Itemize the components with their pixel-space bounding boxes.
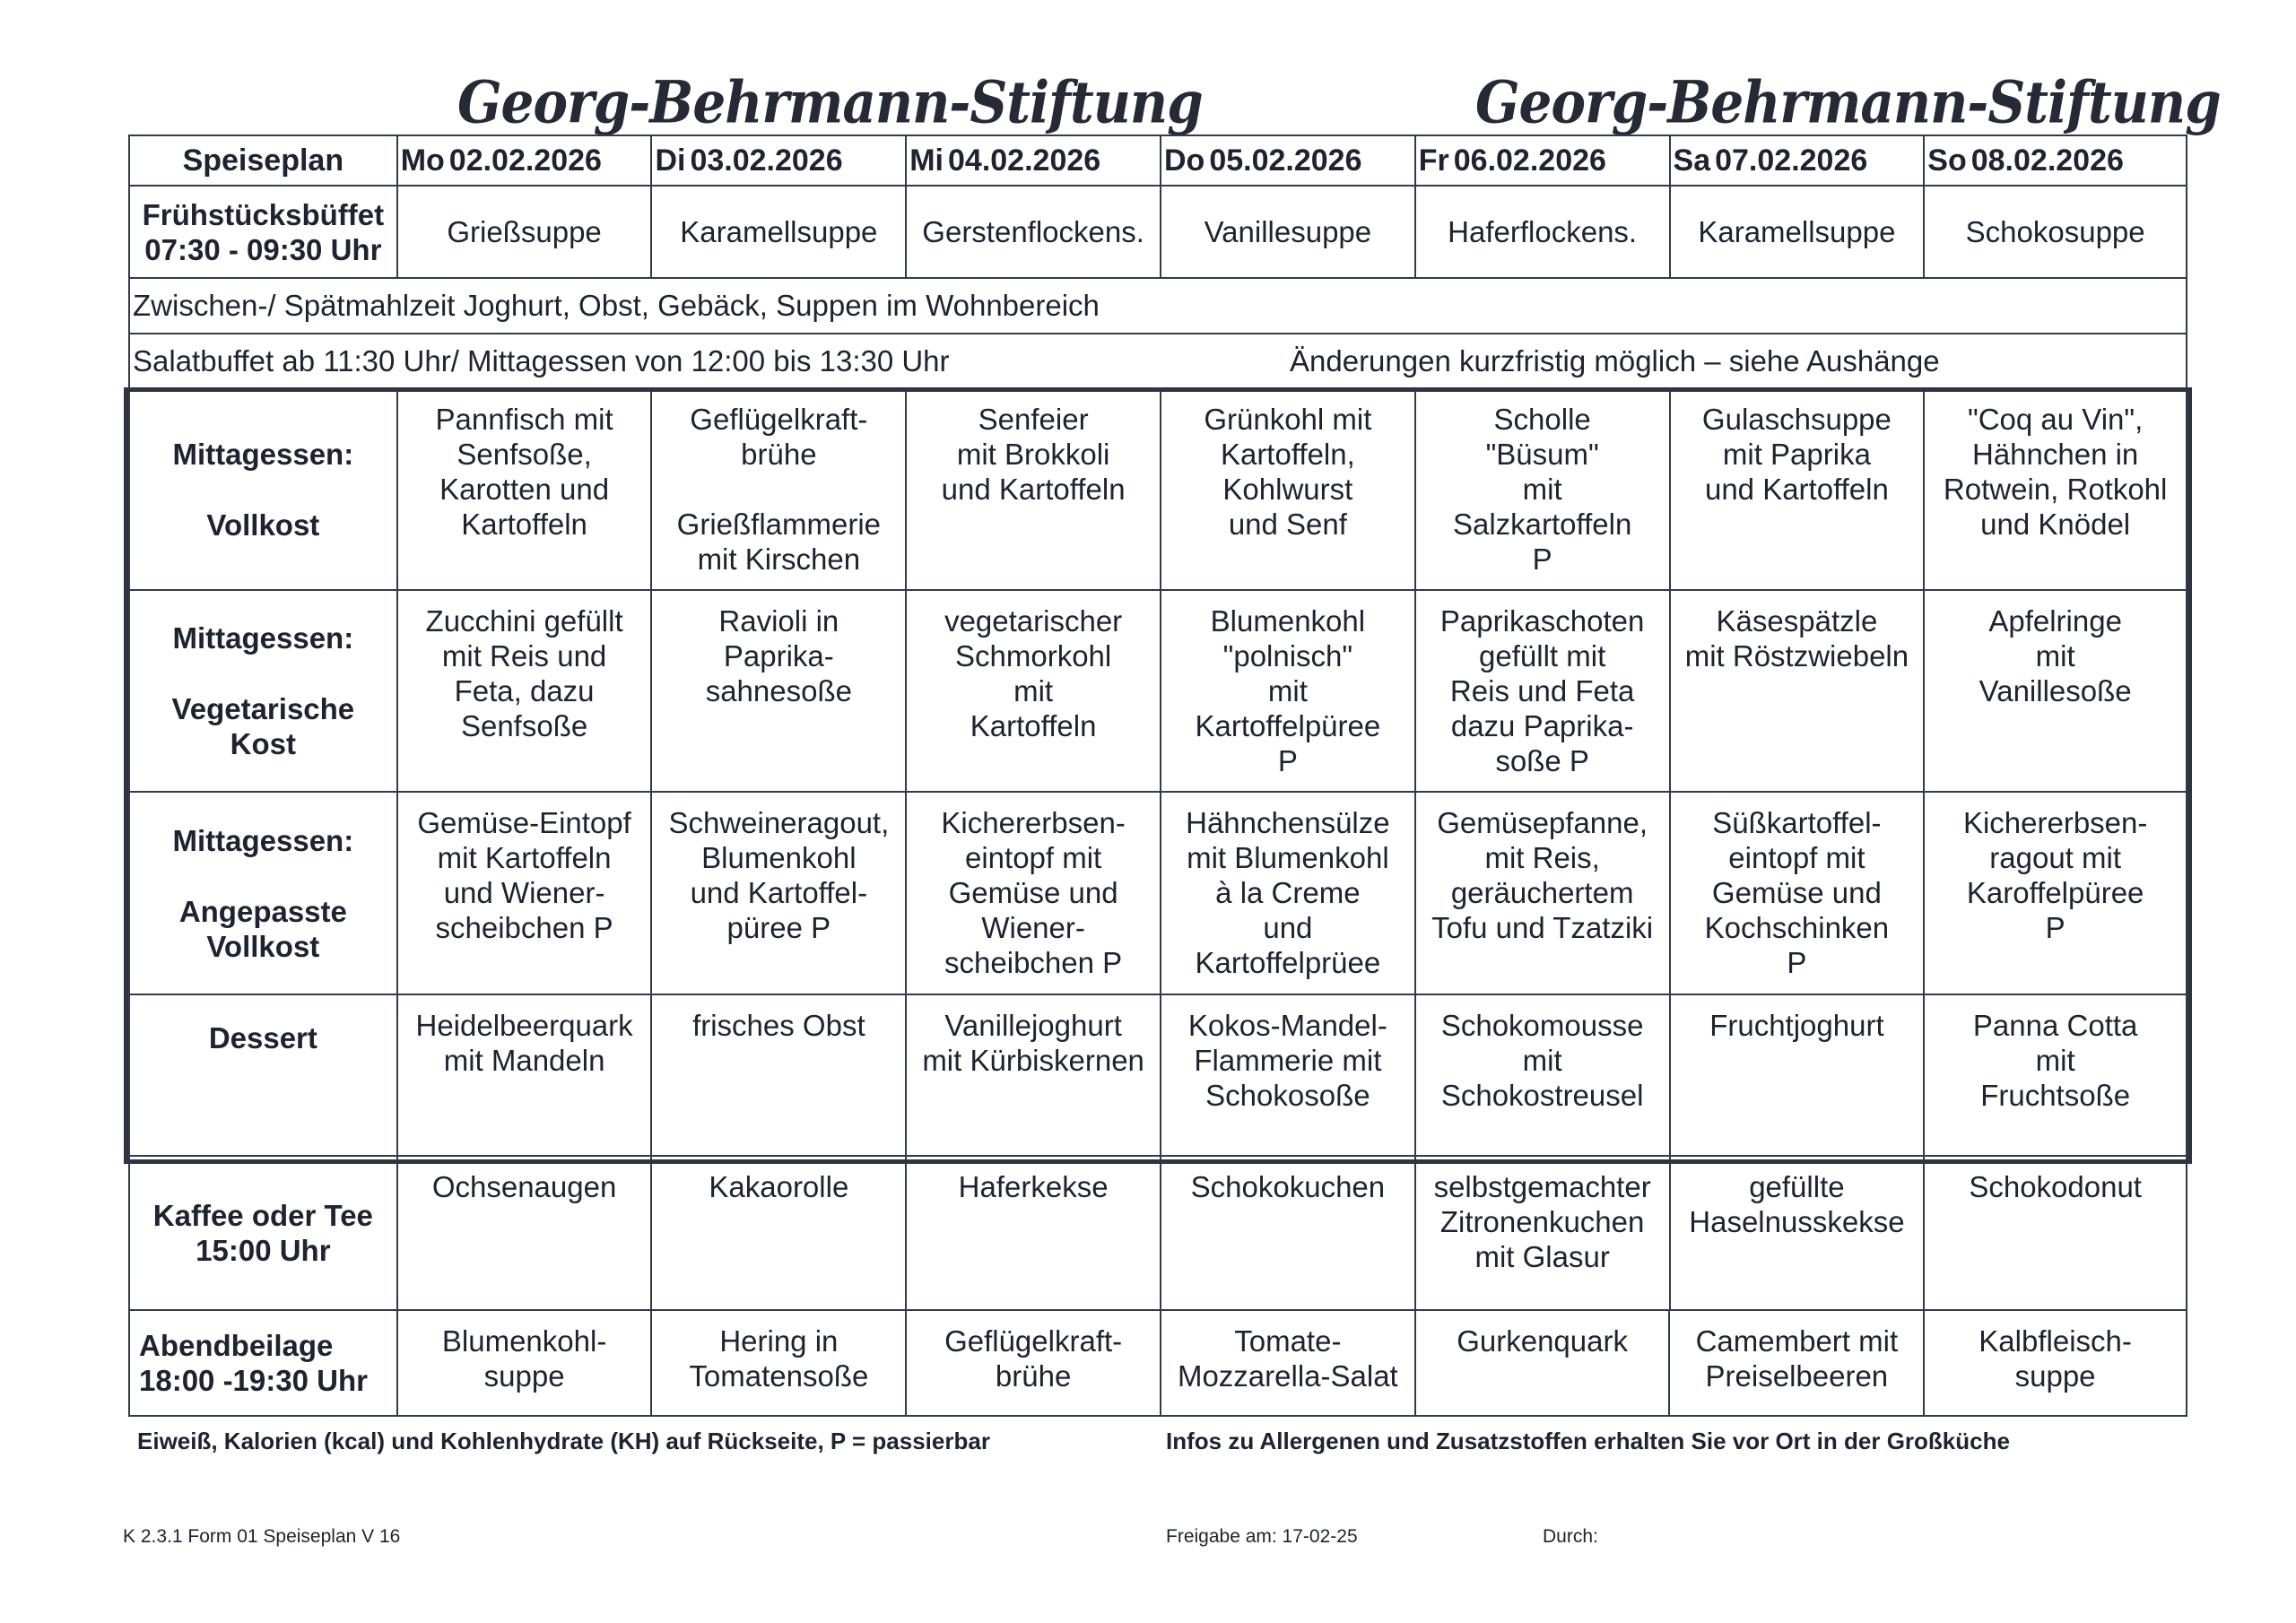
row-label-top: Mittagessen: — [172, 621, 354, 655]
dessert-label — [130, 995, 398, 1155]
menu-line: Kokos-Mandel- — [1187, 1009, 1387, 1042]
snack-row — [128, 279, 2187, 334]
menu-line: Blumenkohl — [701, 841, 857, 874]
lunch-info-row — [128, 334, 2187, 389]
day-header — [1161, 136, 1416, 185]
menu-cell-text — [417, 805, 631, 945]
menu-line: mit Reis und — [441, 639, 607, 673]
row-label-bottom: Vollkost — [206, 508, 320, 542]
menu-cell-text — [1188, 1008, 1387, 1113]
menu-line: Gemüse-Eintopf — [417, 806, 631, 839]
menu-line: selbstgemachter — [1433, 1170, 1651, 1203]
menu-cell-text — [1453, 402, 1631, 577]
menu-cell — [1416, 793, 1671, 994]
row-label: Dessert — [208, 1021, 317, 1055]
menu-line: vegetarischer — [944, 604, 1123, 638]
menu-cell-text — [1973, 1008, 2137, 1113]
menu-cell: Schokosuppe — [1965, 215, 2145, 248]
menu-line: Ochsenaugen — [431, 1170, 617, 1203]
menu-line: Pannfisch mit — [435, 403, 613, 436]
menu-cell-text — [689, 1324, 868, 1393]
menu-cell-text — [1196, 603, 1381, 778]
menu-line: Fruchtjoghurt — [1709, 1009, 1884, 1042]
menu-line: Schokostreusel — [1440, 1079, 1644, 1112]
menu-line: P — [1277, 744, 1298, 777]
menu-cell-text — [1186, 805, 1390, 980]
menu-cell-text — [709, 1169, 848, 1204]
menu-line: mit — [1522, 1044, 1562, 1077]
menu-line: Gemüsepfanne, — [1437, 806, 1648, 839]
day-date: 06.02.2026 — [1453, 143, 1606, 178]
menu-line: mit Röstzwiebeln — [1684, 639, 1909, 673]
menu-line: P — [1532, 542, 1552, 576]
day-date: 02.02.2026 — [448, 143, 602, 178]
menu-cell — [1671, 389, 1926, 589]
menu-cell — [1416, 389, 1671, 589]
menu-line: Hähnchensülze — [1186, 806, 1390, 839]
menu-cell-text — [1963, 805, 2147, 945]
menu-line: gefüllt mit — [1479, 639, 1606, 673]
menu-line — [677, 472, 881, 507]
menu-line: suppe — [483, 1359, 565, 1393]
menu-line: "Büsum" — [1485, 438, 1599, 471]
menu-line: Salzkartoffeln — [1452, 508, 1632, 541]
menu-line: Schokodonut — [1969, 1170, 2142, 1203]
menu-cell — [1161, 1311, 1416, 1415]
menu-line: und Kartoffel- — [690, 876, 868, 909]
vollkost-row — [128, 389, 2187, 591]
menu-line: Gulaschsuppe — [1701, 403, 1892, 436]
menu-cell — [1161, 1157, 1416, 1309]
menu-cell-text — [1441, 1008, 1644, 1113]
menu-cell — [398, 389, 653, 589]
menu-line: Hähnchen in — [1971, 438, 2139, 471]
menu-line: Tomate- — [1234, 1324, 1342, 1358]
menu-cell — [1671, 995, 1926, 1155]
menu-cell — [652, 591, 907, 791]
menu-cell-text — [442, 1324, 606, 1393]
menu-line: Kartoffeln — [970, 709, 1097, 742]
menu-cell: Vanillesuppe — [1161, 187, 1416, 277]
menu-cell — [398, 793, 653, 994]
row-label-bottom: Vegetarische Kost — [171, 692, 355, 760]
menu-line: Süßkartoffel- — [1712, 806, 1882, 839]
menu-line: mit — [1522, 473, 1562, 506]
menu-line: Grünkohl mit — [1204, 403, 1372, 436]
menu-line: eintopf mit — [964, 841, 1102, 874]
menu-cell — [398, 1311, 653, 1415]
menu-cell-text — [1944, 402, 2167, 542]
menu-line: Grießflammerie — [676, 508, 882, 541]
menu-cell — [1416, 1311, 1671, 1415]
menu-line: Gemüse und — [1711, 876, 1882, 909]
menu-line: Fruchtsoße — [1980, 1079, 2131, 1112]
day-abbr: Mi — [909, 143, 944, 178]
menu-cell-text — [959, 1169, 1109, 1204]
menu-cell-text — [1204, 402, 1371, 542]
menu-cell-text — [1979, 1324, 2132, 1393]
menu-line: Tofu und Tzatziki — [1431, 911, 1654, 944]
menu-cell — [398, 995, 653, 1155]
coffee-row — [128, 1157, 2187, 1311]
release-date: Freigabe am: 17-02-25 — [1166, 1526, 1358, 1547]
menu-line: Schmorkohl — [955, 639, 1112, 673]
menu-cell — [652, 995, 907, 1155]
menu-cell — [1670, 1311, 1925, 1415]
menu-line: Haferkekse — [958, 1170, 1109, 1203]
menu-cell: Grießsuppe — [398, 187, 653, 277]
menu-line: und Knödel — [1980, 508, 2131, 541]
menu-line: Reis und Feta — [1449, 674, 1635, 707]
menu-line: Vanillesoße — [1979, 674, 2132, 707]
nutrition-note: Eiweiß, Kalorien (kcal) und Kohlenhydrate (KH) auf Rückseite, P = passierbar — [137, 1428, 990, 1454]
menu-line: Heidelbeerquark — [415, 1009, 633, 1042]
menu-line: Kartoffeln, — [1220, 438, 1355, 471]
menu-cell-text — [1979, 603, 2132, 708]
menu-line: "polnisch" — [1222, 639, 1353, 673]
menu-cell — [907, 793, 1161, 994]
row-label-top: Mittagessen: — [172, 437, 354, 471]
menu-line: Senfsoße — [460, 709, 588, 742]
menu-line: Paprika- — [723, 639, 834, 673]
menu-cell — [907, 1157, 1161, 1309]
menu-line: mit Paprika — [1722, 438, 1871, 471]
row-label-bottom: Angepasste Vollkost — [178, 894, 347, 963]
menu-cell — [1416, 1157, 1671, 1309]
menu-cell — [1925, 389, 2186, 589]
menu-line: Kartoffelprüee — [1195, 946, 1381, 979]
menu-line: mit Reis, — [1484, 841, 1600, 874]
menu-cell-text — [941, 805, 1125, 980]
menu-cell — [907, 1311, 1161, 1415]
breakfast-title: Frühstücksbüffet — [142, 197, 385, 231]
menu-line: Paprikaschoten — [1439, 604, 1645, 638]
brand-logo-left: Georg-Behrmann-Stiftung — [457, 67, 1203, 137]
menu-line: soße P — [1495, 744, 1589, 777]
menu-line: Flammerie mit — [1194, 1044, 1382, 1077]
menu-cell — [1925, 591, 2186, 791]
menu-cell-text — [436, 402, 613, 542]
menu-cell-text — [1434, 1169, 1651, 1274]
menu-line: Hering in — [719, 1324, 839, 1358]
menu-line: mit Mandeln — [443, 1044, 605, 1077]
menu-line: mit — [1267, 674, 1308, 707]
menu-line: Kartoffelpüree — [1195, 709, 1381, 742]
day-date: 07.02.2026 — [1715, 143, 1868, 178]
menu-line: mit Glasur — [1474, 1240, 1610, 1273]
menu-cell — [1925, 1157, 2186, 1309]
menu-line: Geflügelkraft- — [944, 1324, 1123, 1358]
evening-row — [128, 1311, 2187, 1417]
table-title: Speiseplan — [130, 136, 398, 185]
day-date: 05.02.2026 — [1209, 143, 1362, 178]
menu-cell-text — [1696, 1324, 1899, 1393]
menu-cell — [1671, 1157, 1926, 1309]
day-date: 03.02.2026 — [690, 143, 843, 178]
menu-line: mit — [1013, 674, 1054, 707]
vegetarian-row — [128, 591, 2187, 793]
menu-cell — [1671, 591, 1926, 791]
menu-cell — [398, 1157, 653, 1309]
vegetarian-label — [130, 591, 398, 791]
coffee-label — [130, 1157, 398, 1309]
day-date: 08.02.2026 — [1970, 143, 2124, 178]
brand-logo-right: Georg-Behrmann-Stiftung — [1475, 67, 2221, 137]
row-time: 15:00 Uhr — [196, 1234, 331, 1267]
menu-line: Kakaorolle — [709, 1170, 849, 1203]
menu-line: Geflügelkraft- — [690, 403, 868, 436]
day-abbr: So — [1927, 143, 1967, 178]
menu-line: mit Kürbiskernen — [922, 1044, 1144, 1077]
menu-cell — [652, 1157, 907, 1309]
menu-line: Kochschinken — [1704, 911, 1890, 944]
menu-line: mit Blumenkohl — [1187, 841, 1389, 874]
menu-line: frisches Obst — [692, 1009, 865, 1042]
menu-line: geräuchertem — [1450, 876, 1634, 909]
day-date: 04.02.2026 — [948, 143, 1101, 178]
menu-line: Senfsoße, — [457, 438, 592, 471]
menu-line: Mozzarella-Salat — [1177, 1359, 1398, 1393]
menu-cell-text — [942, 402, 1126, 507]
menu-cell-text — [1969, 1169, 2142, 1204]
menu-line: eintopf mit — [1728, 841, 1866, 874]
menu-cell — [1161, 793, 1416, 994]
day-abbr: Sa — [1673, 143, 1711, 178]
menu-line: Feta, dazu — [454, 674, 595, 707]
menu-line: Kohlwurst — [1222, 473, 1353, 506]
breakfast-row — [128, 187, 2187, 279]
menu-line: Haselnusskekse — [1689, 1205, 1905, 1238]
menu-line: Camembert mit — [1695, 1324, 1899, 1358]
day-abbr: Di — [655, 143, 686, 178]
vollkost-label — [130, 389, 398, 589]
menu-cell-text — [922, 1008, 1144, 1078]
menu-line: püree P — [726, 911, 831, 944]
menu-line: ragout mit — [1989, 841, 2122, 874]
breakfast-time: 07:30 - 09:30 Uhr — [144, 232, 382, 266]
row-label: Kaffee oder Tee — [152, 1199, 373, 1232]
menu-cell-text — [1685, 603, 1909, 673]
day-abbr: Do — [1163, 143, 1205, 178]
menu-cell-text — [1431, 805, 1653, 945]
menu-line: Rotwein, Rotkohl — [1943, 473, 2168, 506]
menu-cell — [1416, 995, 1671, 1155]
menu-line: mit Kirschen — [697, 542, 861, 576]
menu-line: Kartoffeln — [461, 508, 587, 541]
menu-line: Blumenkohl- — [441, 1324, 607, 1358]
menu-cell-text — [1457, 1324, 1628, 1358]
released-by: Durch: — [1543, 1526, 1598, 1547]
breakfast-label — [130, 187, 398, 277]
menu-cell-text — [944, 603, 1122, 743]
menu-line: Karotten und — [439, 473, 610, 506]
day-header — [652, 136, 907, 185]
menu-cell-text — [1440, 603, 1644, 778]
day-header — [1671, 136, 1926, 185]
menu-cell-text — [677, 402, 881, 577]
menu-line: Kichererbsen- — [1962, 806, 2148, 839]
day-abbr: Mo — [400, 143, 445, 178]
header-row — [128, 135, 2187, 187]
menu-line: mit — [2035, 1044, 2075, 1077]
menu-line: Senfeier — [978, 403, 1089, 436]
menu-line: und Kartoffeln — [941, 473, 1126, 506]
menu-line: und Kartoffeln — [1704, 473, 1889, 506]
menu-cell: Karamellsuppe — [652, 187, 907, 277]
menu-cell-text — [1702, 402, 1892, 507]
evening-label — [130, 1311, 398, 1415]
menu-line: Scholle — [1493, 403, 1591, 436]
menu-line: Gurkenquark — [1457, 1324, 1628, 1358]
menu-cell-text — [1191, 1169, 1385, 1204]
menu-line: Gemüse und — [948, 876, 1118, 909]
menu-cell — [1161, 389, 1416, 589]
menu-line: P — [1787, 946, 1807, 979]
menu-line: scheibchen P — [944, 946, 1123, 979]
menu-line: gefüllte — [1749, 1170, 1845, 1203]
menu-cell: Karamellsuppe — [1671, 187, 1926, 277]
menu-line: Schweineragout, — [668, 806, 890, 839]
menu-cell — [652, 1311, 907, 1415]
changes-notice: Änderungen kurzfristig möglich – siehe Aushänge — [1290, 343, 1940, 378]
menu-cell-text — [1689, 1169, 1904, 1239]
menu-cell — [652, 389, 907, 589]
menu-cell-text — [416, 1008, 633, 1078]
allergen-note: Infos zu Allergenen und Zusatzstoffen erhalten Sie vor Ort in der Großküche — [1166, 1428, 2010, 1454]
menu-cell — [907, 995, 1161, 1155]
menu-line: Karoffelpüree — [1966, 876, 2144, 909]
row-time: 18:00 -19:30 Uhr — [139, 1364, 368, 1397]
menu-line: Tomatensoße — [689, 1359, 869, 1393]
menu-line: mit — [2035, 639, 2075, 673]
menu-line: mit Kartoffeln — [437, 841, 612, 874]
menu-cell — [652, 793, 907, 994]
menu-cell — [1925, 793, 2186, 994]
menu-cell — [398, 591, 653, 791]
day-header — [1925, 136, 2186, 185]
menu-line: Apfelringe — [1988, 604, 2122, 638]
menu-line: Wiener- — [981, 911, 1085, 944]
menu-line: Schokomousse — [1440, 1009, 1644, 1042]
menu-cell-text — [692, 1008, 865, 1043]
menu-cell: Haferflockens. — [1416, 187, 1671, 277]
menu-line: Ravioli in — [718, 604, 839, 638]
menu-line: Schokosoße — [1205, 1079, 1370, 1112]
menu-line: und Senf — [1228, 508, 1347, 541]
menu-cell — [1925, 995, 2186, 1155]
menu-line: à la Creme — [1215, 876, 1361, 909]
menu-line: dazu Paprika- — [1450, 709, 1634, 742]
menu-line: suppe — [2014, 1359, 2096, 1393]
menu-line: und — [1263, 911, 1313, 944]
menu-cell-text — [432, 1169, 617, 1204]
menu-cell-text — [706, 603, 852, 708]
menu-line: und Wiener- — [443, 876, 605, 909]
adapted-row — [128, 793, 2187, 995]
menu-line: Preiselbeeren — [1705, 1359, 1889, 1393]
menu-line: Panna Cotta — [1972, 1009, 2138, 1042]
menu-cell-text — [426, 603, 623, 743]
menu-line: Schokokuchen — [1190, 1170, 1386, 1203]
menu-cell — [1161, 591, 1416, 791]
menu-cell-text — [1178, 1324, 1398, 1393]
form-code: K 2.3.1 Form 01 Speiseplan V 16 — [123, 1526, 401, 1547]
menu-cell-text — [1709, 1008, 1883, 1043]
menu-line: sahnesoße — [705, 674, 852, 707]
menu-line: P — [2045, 911, 2066, 944]
menu-line: "Coq au Vin", — [1968, 403, 2144, 436]
menu-cell — [907, 389, 1161, 589]
menu-cell-text — [1705, 805, 1889, 980]
menu-line: Kichererbsen- — [941, 806, 1126, 839]
menu-line: Zucchini gefüllt — [425, 604, 623, 638]
day-header — [907, 136, 1161, 185]
menu-cell — [907, 591, 1161, 791]
dessert-row — [128, 995, 2187, 1157]
menu-line: brühe — [995, 1359, 1072, 1393]
menu-line: Zitronenkuchen — [1439, 1205, 1645, 1238]
row-label-top: Mittagessen: — [172, 823, 354, 857]
menu-line: mit Brokkoli — [956, 438, 1110, 471]
day-abbr: Fr — [1418, 143, 1449, 178]
lunch-info: Salatbuffet ab 11:30 Uhr/ Mittagessen von 12:00 bis 13:30 Uhr — [133, 343, 950, 378]
menu-cell-text — [944, 1324, 1122, 1393]
menu-line: brühe — [741, 438, 817, 471]
menu-table — [128, 135, 2187, 1417]
menu-cell — [1161, 995, 1416, 1155]
day-header — [1416, 136, 1671, 185]
menu-cell — [1416, 591, 1671, 791]
row-label: Abendbeilage — [139, 1329, 334, 1362]
menu-cell-text — [668, 805, 889, 945]
menu-line: scheibchen P — [435, 911, 613, 944]
menu-line: Blumenkohl — [1210, 604, 1366, 638]
snack-info: Zwischen-/ Spätmahlzeit Joghurt, Obst, Gebäck, Suppen im Wohnbereich — [133, 289, 1100, 322]
menu-cell — [1671, 793, 1926, 994]
day-header — [398, 136, 653, 185]
menu-cell — [1925, 1311, 2186, 1415]
menu-line: Vanillejoghurt — [944, 1009, 1122, 1042]
adapted-label — [130, 793, 398, 994]
menu-line: Käsespätzle — [1716, 604, 1878, 638]
menu-cell: Gerstenflockens. — [907, 187, 1161, 277]
menu-line: Kalbfleisch- — [1979, 1324, 2132, 1358]
